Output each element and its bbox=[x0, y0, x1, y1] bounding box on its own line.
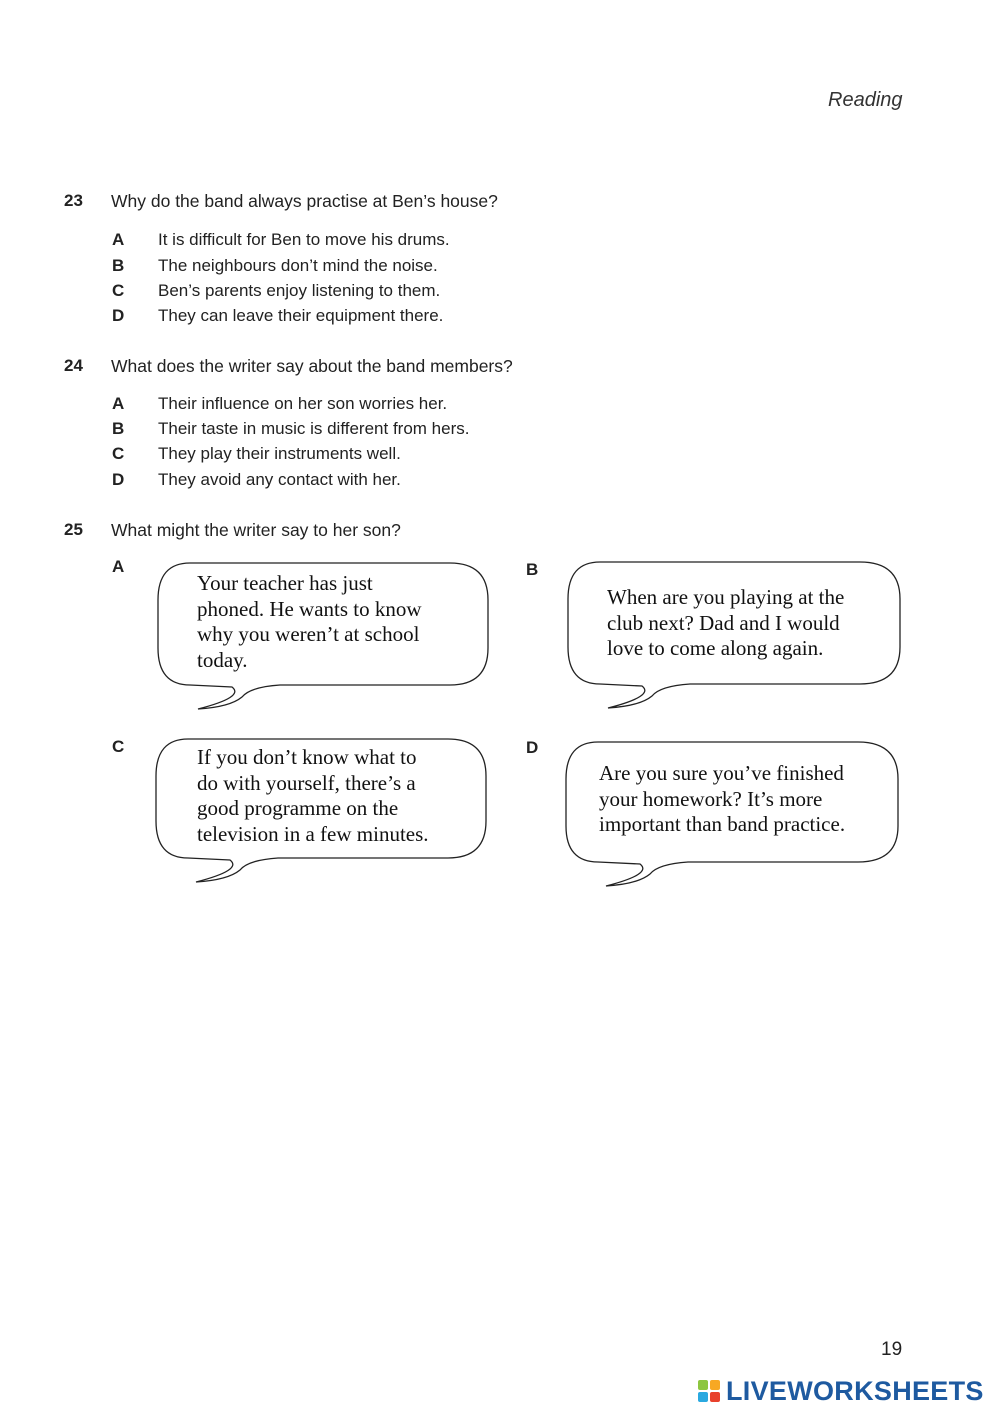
option-letter: A bbox=[112, 230, 125, 249]
option-text: Their influence on her son worries her. bbox=[158, 394, 448, 413]
page-number: 19 bbox=[881, 1339, 903, 1360]
bubble-line: why you weren’t at school bbox=[197, 622, 420, 646]
bubble-letter: C bbox=[112, 737, 125, 756]
bubble-line: Are you sure you’ve finished bbox=[599, 761, 844, 785]
speech-bubble-a bbox=[197, 571, 422, 673]
question-number: 23 bbox=[64, 191, 83, 210]
option-letter: A bbox=[112, 394, 125, 413]
liveworksheets-logo bbox=[698, 1375, 984, 1407]
option-text: They avoid any contact with her. bbox=[158, 470, 401, 489]
option-text: They can leave their equipment there. bbox=[158, 306, 444, 325]
option-letter: C bbox=[112, 444, 125, 463]
bubble-line: television in a few minutes. bbox=[197, 821, 429, 846]
speech-bubble-b bbox=[607, 585, 844, 662]
logo-square bbox=[698, 1380, 708, 1390]
speech-bubble-d bbox=[599, 761, 845, 838]
bubble-line: When are you playing at the bbox=[607, 585, 845, 609]
logo-text: LIVEWORKSHEETS bbox=[726, 1375, 984, 1406]
bubble-line: your homework? It’s more bbox=[599, 786, 823, 811]
bubble-line: do with yourself, there’s a bbox=[197, 770, 416, 795]
speech-bubble-c bbox=[197, 745, 429, 847]
question-text: Why do the band always practise at Ben’s house? bbox=[111, 191, 498, 211]
option-letter: B bbox=[112, 419, 125, 438]
bubble-line: good programme on the bbox=[197, 796, 399, 820]
logo-square bbox=[698, 1392, 708, 1402]
bubble-line: phoned. He wants to know bbox=[197, 596, 422, 621]
question-text: What might the writer say to her son? bbox=[111, 520, 401, 540]
question-number: 24 bbox=[64, 356, 83, 375]
question-text: What does the writer say about the band members? bbox=[111, 356, 513, 376]
bubble-line: love to come along again. bbox=[607, 636, 824, 660]
logo-square bbox=[710, 1392, 720, 1402]
bubble-letter: B bbox=[526, 560, 539, 579]
bubble-line: club next? Dad and I would bbox=[607, 610, 840, 635]
bubble-line: important than band practice. bbox=[599, 812, 846, 836]
bubble-line: If you don’t know what to bbox=[197, 745, 417, 769]
option-text: Ben’s parents enjoy listening to them. bbox=[158, 281, 441, 300]
option-letter: B bbox=[112, 256, 125, 275]
option-letter: D bbox=[112, 306, 125, 325]
bubble-letter: A bbox=[112, 557, 125, 576]
bubble-letter: D bbox=[526, 738, 539, 757]
option-text: The neighbours don’t mind the noise. bbox=[158, 256, 438, 275]
option-text: They play their instruments well. bbox=[158, 444, 401, 463]
section-title: Reading bbox=[828, 89, 903, 111]
logo-square bbox=[710, 1380, 720, 1390]
option-letter: D bbox=[112, 470, 125, 489]
bubble-line: today. bbox=[197, 647, 248, 672]
option-text: It is difficult for Ben to move his drums. bbox=[158, 230, 450, 249]
logo-mark-icon bbox=[698, 1380, 720, 1402]
option-letter: C bbox=[112, 281, 125, 300]
question-number: 25 bbox=[64, 520, 83, 539]
option-text: Their taste in music is different from hers. bbox=[158, 419, 470, 438]
bubble-line: Your teacher has just bbox=[197, 571, 373, 595]
